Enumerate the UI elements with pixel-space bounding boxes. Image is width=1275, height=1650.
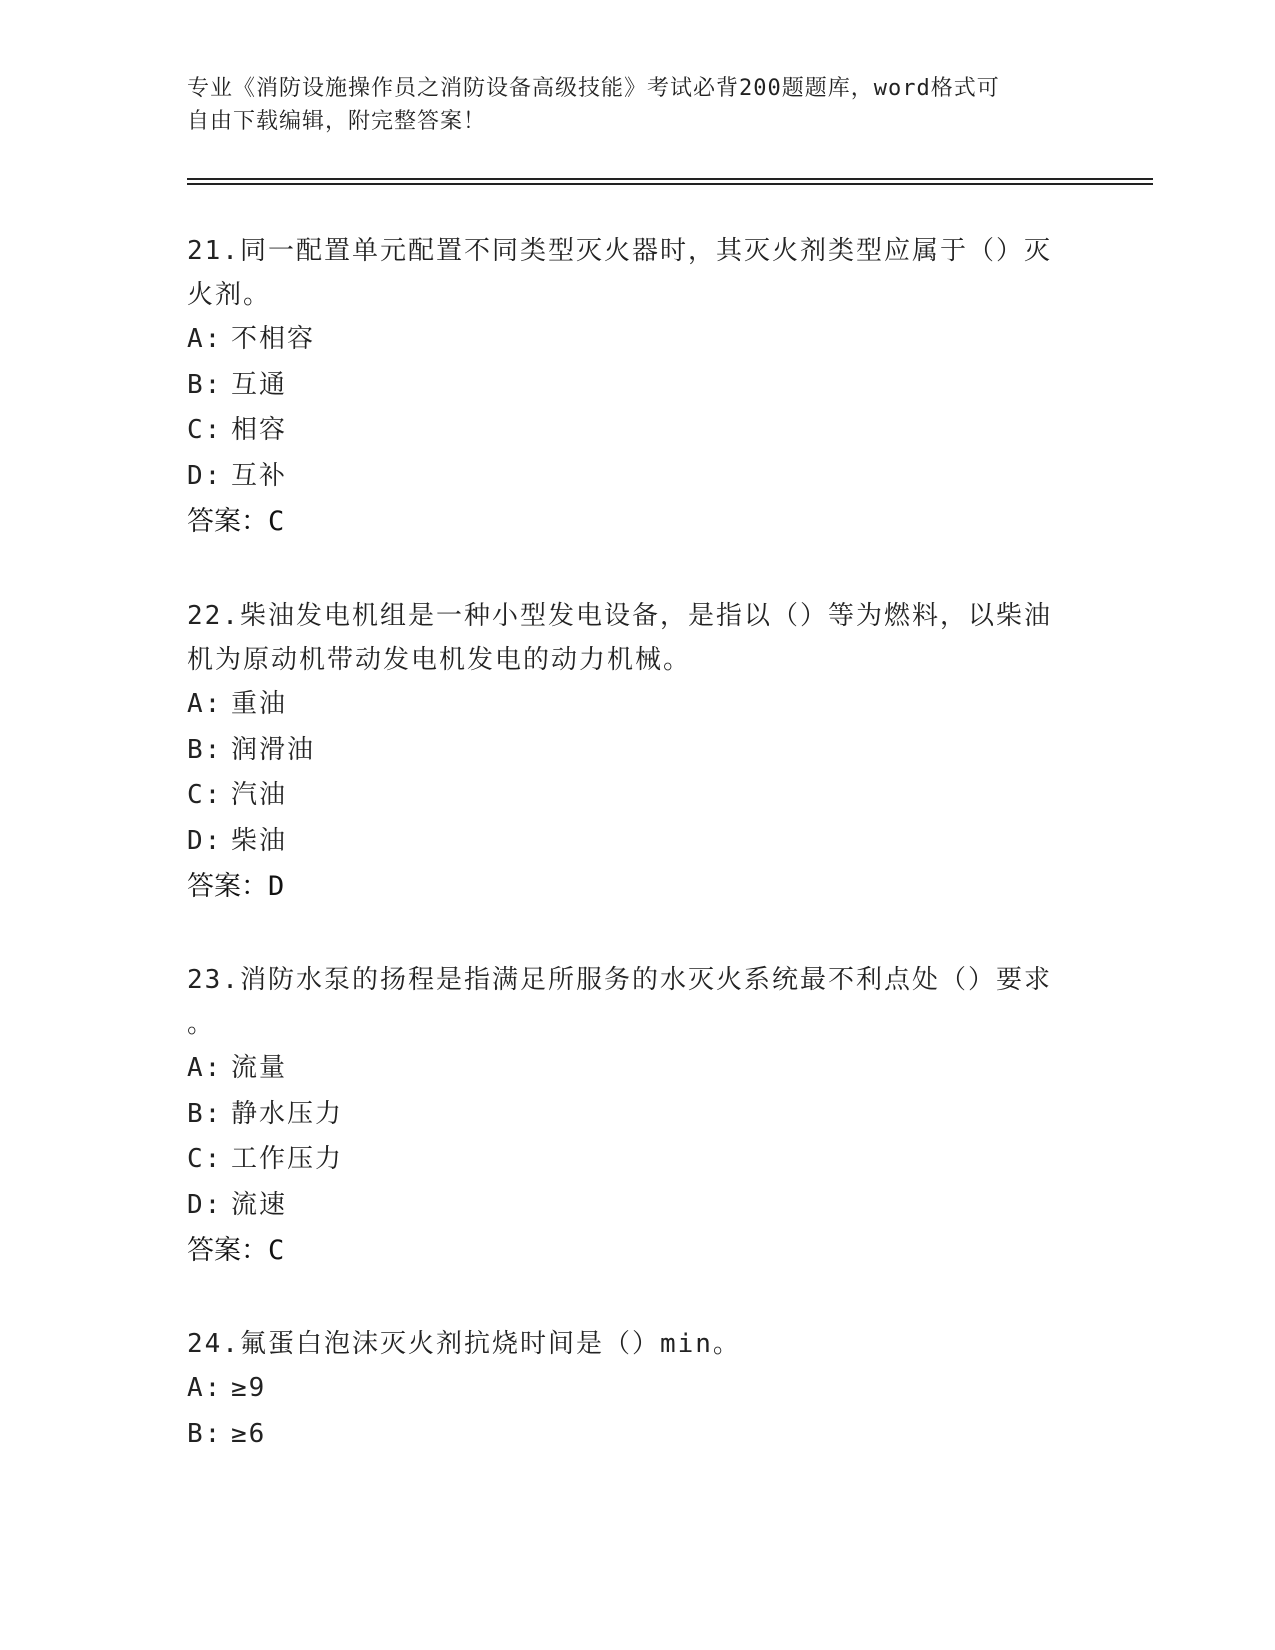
answer-value: C [268, 1235, 285, 1266]
question-stem-line-1: 21.同一配置单元配置不同类型灭火器时，其灭火剂类型应属于（）灭 [187, 236, 1052, 266]
option-b [187, 1092, 1067, 1138]
option-letter: C: [187, 780, 223, 810]
question-stem-line-1: 22.柴油发电机组是一种小型发电设备，是指以（）等为燃料，以柴油 [187, 601, 1052, 631]
option-text: 工作压力 [231, 1144, 344, 1174]
question-23 [187, 958, 1067, 1274]
option-text: 流量 [231, 1053, 288, 1083]
option-b [187, 728, 1067, 774]
question-stem [187, 594, 1067, 682]
question-stem [187, 958, 1067, 1046]
option-text: 流速 [231, 1189, 288, 1220]
question-22 [187, 594, 1067, 910]
document-header [187, 72, 1067, 138]
option-text: 柴油 [231, 825, 288, 856]
option-c [187, 408, 1067, 454]
option-letter: A: [187, 1373, 223, 1403]
option-letter: B: [187, 734, 223, 765]
option-letter: B: [187, 1098, 223, 1129]
option-text: 润滑油 [231, 734, 316, 765]
option-d [187, 454, 1067, 500]
question-stem-line-1: 24.氟蛋白泡沫灭火剂抗烧时间是（）min。 [187, 1329, 741, 1359]
answer-value: C [268, 506, 285, 537]
option-a [187, 1046, 1067, 1092]
option-text: 不相容 [231, 324, 316, 354]
question-stem-line-2: 火剂。 [187, 280, 272, 310]
option-a [187, 682, 1067, 728]
option-letter: B: [187, 369, 223, 400]
option-text: 汽油 [231, 780, 288, 810]
option-letter: C: [187, 1144, 223, 1174]
option-d [187, 819, 1067, 865]
option-letter: D: [187, 825, 223, 856]
option-text: 互补 [231, 460, 288, 491]
option-letter: B: [187, 1418, 223, 1449]
option-letter: D: [187, 460, 223, 491]
option-c [187, 1137, 1067, 1183]
question-24 [187, 1322, 1067, 1457]
header-divider-bottom [187, 183, 1153, 185]
option-letter: A: [187, 1053, 223, 1083]
header-divider-top [187, 178, 1153, 180]
answer-line [187, 864, 1067, 910]
header-line-2: 自由下载编辑，附完整答案！ [187, 109, 487, 134]
option-d [187, 1183, 1067, 1229]
option-a [187, 1366, 1067, 1412]
answer-line [187, 1228, 1067, 1274]
option-text: 重油 [231, 689, 288, 719]
header-line-1: 专业《消防设施操作员之消防设备高级技能》考试必背200题题库，word格式可 [187, 76, 1000, 101]
answer-line [187, 499, 1067, 545]
option-c [187, 773, 1067, 819]
option-letter: A: [187, 689, 223, 719]
option-letter: A: [187, 324, 223, 354]
option-b [187, 1412, 1067, 1458]
question-stem-line-2: 机为原动机带动发电机发电的动力机械。 [187, 645, 692, 675]
option-b [187, 363, 1067, 409]
option-text: 相容 [231, 415, 288, 445]
question-stem-line-2: 。 [187, 1009, 216, 1039]
question-stem [187, 1322, 1067, 1366]
option-text: 静水压力 [231, 1098, 344, 1129]
option-text: 互通 [231, 369, 288, 400]
answer-label: 答案： [187, 871, 268, 902]
answer-value: D [268, 871, 285, 902]
option-text: ≥6 [231, 1418, 267, 1449]
question-21 [187, 229, 1067, 545]
option-a [187, 317, 1067, 363]
option-letter: C: [187, 415, 223, 445]
option-letter: D: [187, 1189, 223, 1220]
question-stem-line-1: 23.消防水泵的扬程是指满足所服务的水灭火系统最不利点处（）要求 [187, 965, 1052, 995]
answer-label: 答案： [187, 1235, 268, 1266]
question-stem [187, 229, 1067, 317]
option-text: ≥9 [231, 1373, 267, 1403]
answer-label: 答案： [187, 506, 268, 537]
